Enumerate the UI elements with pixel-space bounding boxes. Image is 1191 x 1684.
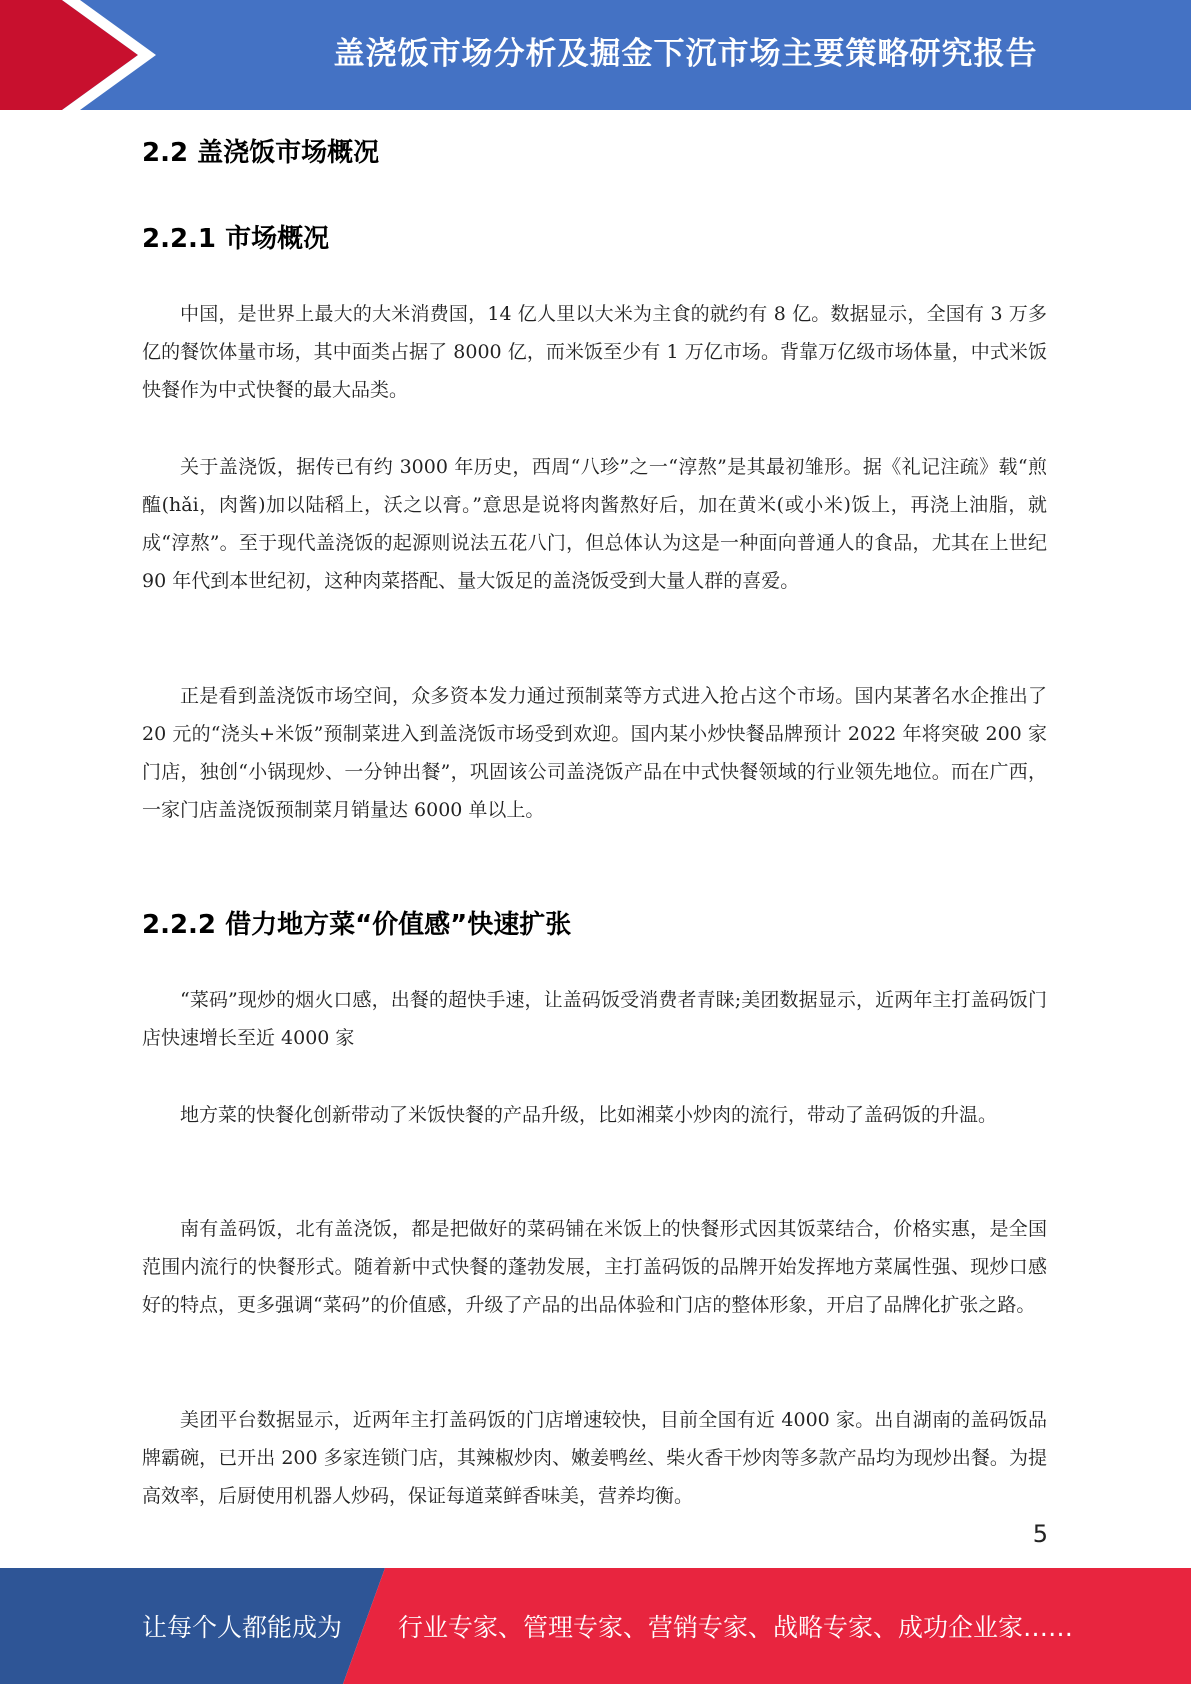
paragraph: 正是看到盖浇饭市场空间，众多资本发力通过预制菜等方式进入抢占这个市场。国内某著名水企推出了 20 元的“浇头+米饭”预制菜进入到盖浇饭市场受到欢迎。国内某小炒快餐品牌预计 2022 年将突破 200 家门店，独创“小锅现炒、一分钟出餐”，巩固该公司盖浇饭产品在中式快餐领域的行业领先地位。而在广西，一家门店盖浇饭预制菜月销量达 6000 单以上。 [142, 685, 1047, 821]
section-heading-2-2: 2.2 盖浇饭市场概况 [142, 138, 380, 168]
header-band [0, 0, 1191, 110]
page-number: 5 [1032, 1520, 1048, 1548]
paragraph: “菜码”现炒的烟火口感，出餐的超快手速，让盖码饭受消费者青睐;美团数据显示，近两年主打盖码饭门店快速增长至近 4000 家 [142, 989, 1047, 1049]
footer-band [0, 1568, 1191, 1684]
report-title: 盖浇饭市场分析及掘金下沉市场主要策略研究报告 [333, 35, 1038, 72]
paragraph: 地方菜的快餐化创新带动了米饭快餐的产品升级，比如湘菜小炒肉的流行，带动了盖码饭的升温。 [180, 1104, 998, 1126]
chevron-logo-icon [0, 0, 160, 110]
paragraph: 南有盖码饭，北有盖浇饭，都是把做好的菜码铺在米饭上的快餐形式因其饭菜结合，价格实惠，是全国范围内流行的快餐形式。随着新中式快餐的蓬勃发展，主打盖码饭的品牌开始发挥地方菜属性强、现炒口感好的特点，更多强调“菜码”的价值感，升级了产品的出品体验和门店的整体形象，开启了品牌化扩张之路。 [142, 1218, 1047, 1316]
paragraph: 美团平台数据显示，近两年主打盖码饭的门店增速较快，目前全国有近 4000 家。出自湖南的盖码饭品牌霸碗，已开出 200 多家连锁门店，其辣椒炒肉、嫩姜鸭丝、柴火香干炒肉等多款产品均为现炒出餐。为提高效率，后厨使用机器人炒码，保证每道菜鲜香味美，营养均衡。 [142, 1409, 1047, 1507]
paragraph: 中国，是世界上最大的大米消费国，14 亿人里以大米为主食的就约有 8 亿。数据显示，全国有 3 万多亿的餐饮体量市场，其中面类占据了 8000 亿，而米饭至少有 1 万亿市场。背靠万亿级市场体量，中式米饭快餐作为中式快餐的最大品类。 [142, 303, 1047, 401]
footer-slogan-right: 行业专家、管理专家、营销专家、战略专家、成功企业家…… [398, 1613, 1074, 1642]
section-heading-2-2-1: 2.2.1 市场概况 [142, 224, 330, 254]
paragraph: 关于盖浇饭，据传已有约 3000 年历史，西周“八珍”之一“淳熬”是其最初雏形。据《礼记注疏》载“煎醢(hǎi，肉酱)加以陆稻上，沃之以膏。”意思是说将肉酱熬好后，加在黄米(或小米)饭上，再浇上油脂，就成“淳熬”。至于现代盖浇饭的起源则说法五花八门，但总体认为这是一种面向普通人的食品，尤其在上世纪 90 年代到本世纪初，这种肉菜搭配、量大饭足的盖浇饭受到大量人群的喜爱。 [142, 456, 1047, 592]
footer-slogan-left: 让每个人都能成为 [142, 1613, 343, 1642]
section-heading-2-2-2: 2.2.2 借力地方菜“价值感”快速扩张 [142, 910, 572, 940]
